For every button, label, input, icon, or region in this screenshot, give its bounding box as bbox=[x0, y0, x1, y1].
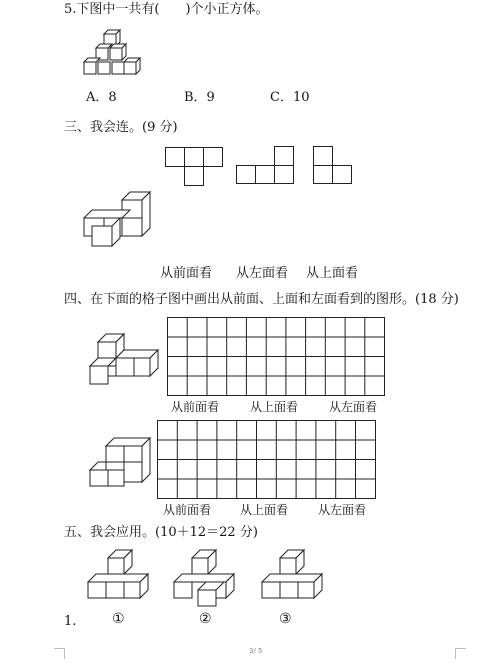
view-shape-3 bbox=[313, 146, 355, 186]
page-number: 3/ 5 bbox=[249, 647, 263, 655]
grid2-label-left: 从左面看 bbox=[318, 503, 367, 517]
circled-label-2: ② bbox=[199, 611, 212, 627]
section4-solid-figure-2 bbox=[90, 436, 154, 486]
view-shape-1 bbox=[165, 147, 225, 187]
q5-text: 5.下图中一共有( )个小正方体。 bbox=[64, 2, 269, 17]
q5-option-b: B．9 bbox=[184, 90, 215, 105]
circled-label-1: ① bbox=[112, 611, 125, 627]
question-number: 1. bbox=[64, 614, 77, 629]
q5-cube-stack-figure bbox=[80, 20, 150, 82]
view-label-top: 从上面看 bbox=[306, 266, 359, 281]
section3-heading: 三、我会连。(9 分) bbox=[64, 120, 178, 135]
section5-figure-2 bbox=[172, 548, 238, 606]
view-label-front: 从前面看 bbox=[160, 266, 213, 281]
section5-heading: 五、我会应用。(10＋12＝22 分) bbox=[64, 525, 258, 540]
section3-solid-figure bbox=[82, 190, 158, 250]
crop-mark-bottom-left bbox=[54, 648, 65, 659]
circled-label-3: ③ bbox=[279, 611, 292, 627]
section4-solid-figure-1 bbox=[90, 332, 162, 388]
grid1-label-left: 从左面看 bbox=[329, 400, 378, 414]
grid1-label-top: 从上面看 bbox=[250, 400, 299, 414]
crop-mark-bottom-right bbox=[455, 648, 466, 659]
section4-heading: 四、在下面的格子图中画出从前面、上面和左面看到的图形。(18 分) bbox=[64, 292, 459, 307]
grid2-label-top: 从上面看 bbox=[240, 503, 289, 517]
view-label-left: 从左面看 bbox=[236, 266, 289, 281]
section4-grid-2 bbox=[157, 420, 377, 500]
view-shape-2 bbox=[236, 146, 298, 186]
q5-option-a: A．8 bbox=[86, 90, 117, 105]
q5-option-c: C．10 bbox=[270, 90, 310, 105]
section5-figure-3 bbox=[260, 548, 326, 598]
grid1-label-front: 从前面看 bbox=[171, 400, 220, 414]
section4-grid-1 bbox=[167, 317, 385, 397]
grid2-label-front: 从前面看 bbox=[163, 503, 212, 517]
section5-figure-1 bbox=[86, 548, 152, 598]
